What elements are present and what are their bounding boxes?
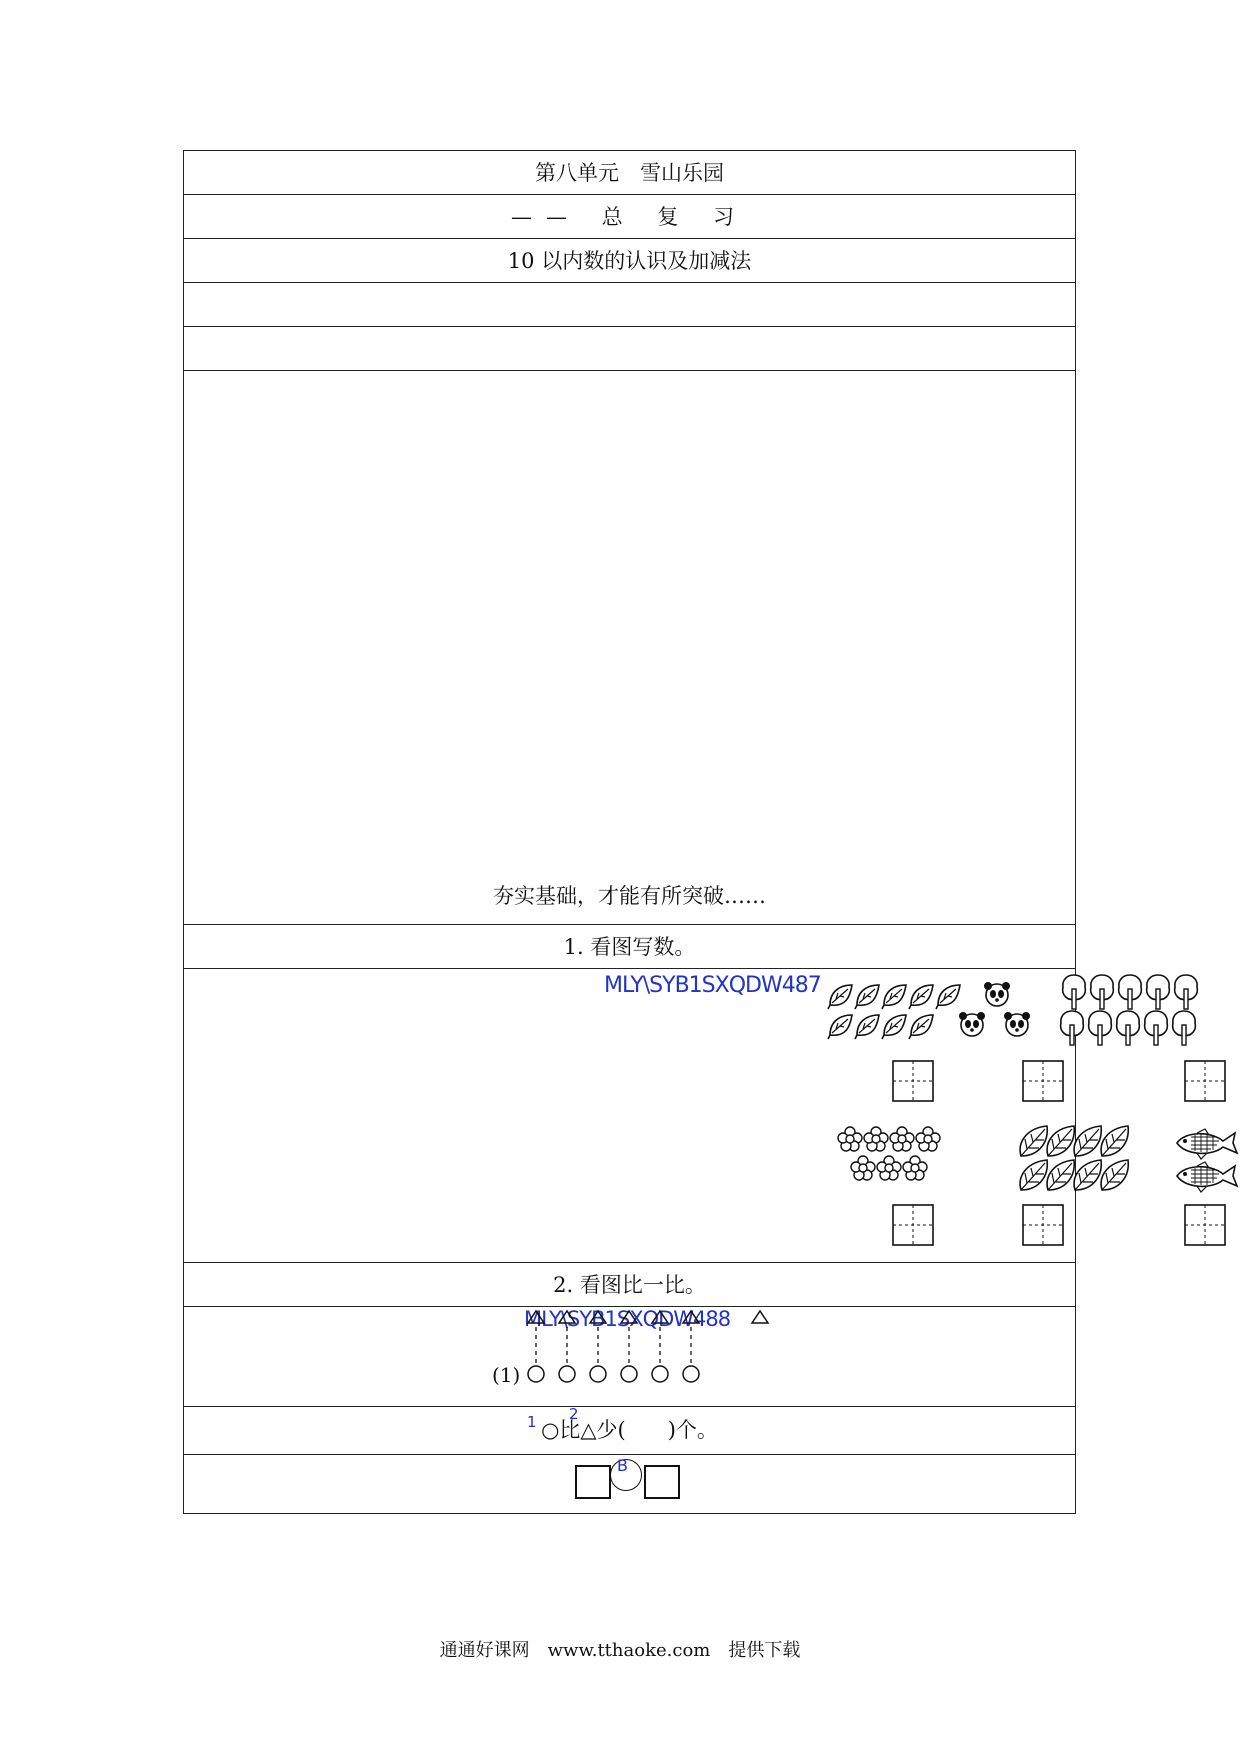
q2-fill-row: [184, 1407, 1075, 1455]
mark-a: 1: [527, 1413, 537, 1431]
q2-picture-area: [184, 1307, 1075, 1407]
q2-watermark: MLY\SYB1SXQDW488: [524, 1307, 731, 1331]
mark-b: 2: [569, 1405, 579, 1423]
q1-watermark: MLY\SYB1SXQDW487: [604, 973, 821, 998]
q2-answer-row: [184, 1455, 1075, 1513]
topic-title: 10 以内数的认识及加减法: [184, 239, 1075, 283]
q1-title: 1. 看图写数。: [184, 925, 1075, 969]
q2-title: 2. 看图比一比。: [184, 1263, 1075, 1307]
intro-area: [184, 371, 1075, 925]
answer-box-right[interactable]: [644, 1465, 680, 1499]
worksheet-table: [183, 150, 1076, 1514]
q2-fill-prefix: ○比: [541, 1418, 581, 1442]
q2-compare-figure: [184, 1307, 1072, 1407]
triangle-icon: △: [580, 1418, 597, 1442]
motto-text: 夯实基础，才能有所突破……: [493, 884, 766, 908]
empty-row-2: [184, 327, 1075, 371]
q1-pictures: [630, 969, 1240, 1263]
answer-box-left[interactable]: [575, 1465, 611, 1499]
empty-row-1: [184, 283, 1075, 327]
footer-credit: 通通好课网 www.tthaoke.com 提供下载: [439, 1640, 801, 1661]
q2-part-label: (1): [492, 1363, 521, 1387]
q2-fill-suffix[interactable]: 少( )个。: [596, 1418, 718, 1442]
mark-c: B: [617, 1456, 628, 1475]
lesson-title: —— 总 复 习: [184, 195, 1075, 239]
unit-title: 第八单元 雪山乐园: [184, 151, 1075, 195]
q1-picture-area: [184, 969, 1075, 1263]
